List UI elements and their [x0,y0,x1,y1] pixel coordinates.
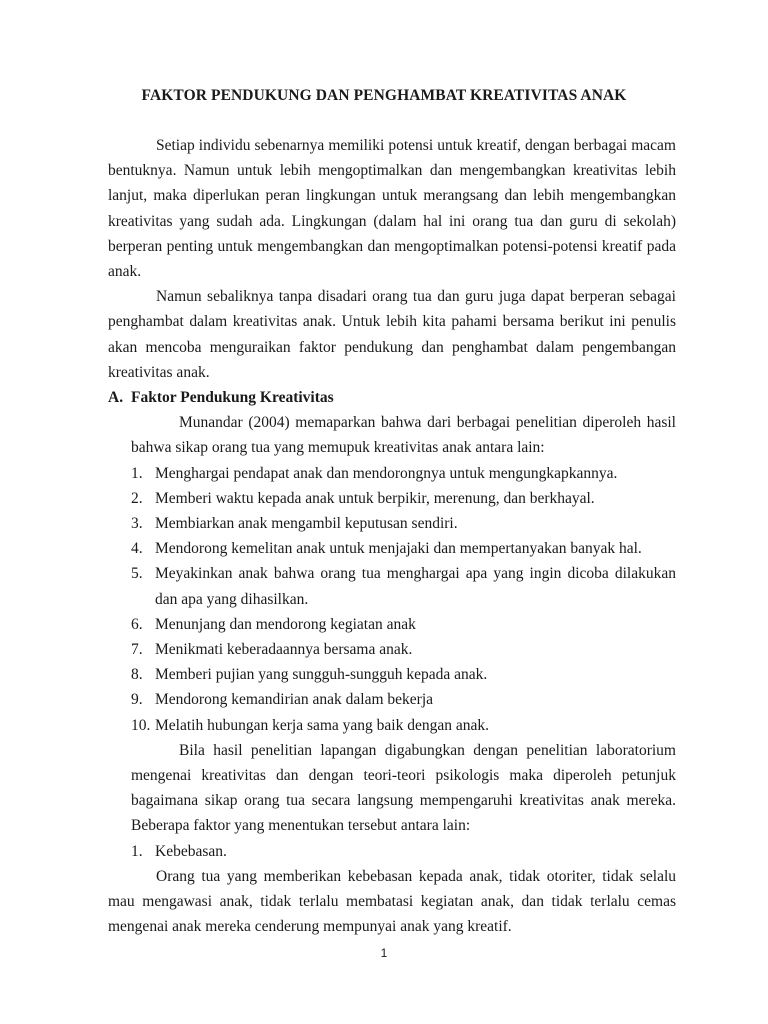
list-item [131,662,676,687]
list-item-number: 1. [131,464,143,482]
section-a-title: Faktor Pendukung Kreativitas [131,389,334,407]
list-item-text: Kebebasan. [155,842,227,860]
list-item-text: Membiarkan anak mengambil keputusan sendiri. [155,515,458,533]
document-body [108,133,676,940]
factor-1-body: Orang tua yang memberikan kebebasan kepada anak, tidak otoriter, tidak selalu mau mengawasi anak, tidak terlalu membatasi kegiatan anak, dan tidak terlalu cemas mengenai anak mereka cenderung mempunyai anak yang kreatif. [108,867,676,936]
list-item [131,461,676,486]
list-item-number: 9. [131,691,143,709]
intro-paragraph-1: Setiap individu sebenarnya memiliki potensi untuk kreatif, dengan berbagai macam bentuknya. Namun untuk lebih mengoptimalkan dan mengembangkan kreativitas lebih lanjut, maka diperlukan peran lingkungan untuk merangsang dan lebih mengembangkan kreativitas yang sudah ada. Lingkungan (dalam hal ini orang tua dan guru di sekolah) berperan penting untuk mengembangkan dan mengoptimalkan potensi-potensi kreatif pada anak. [108,137,676,281]
list-item-number: 4. [131,540,143,558]
list-item-text: Mendorong kemandirian anak dalam bekerja [155,691,434,709]
list-item-number: 6. [131,615,143,633]
list-item [131,511,676,536]
list-item-text: Menunjang dan mendorong kegiatan anak [155,615,416,633]
factors-list [131,839,676,864]
section-a-heading [108,385,676,410]
intro-paragraph-2: Namun sebaliknya tanpa disadari orang tua dan guru juga dapat berperan sebagai penghambat dalam kreativitas anak. Untuk lebih kita pahami bersama berikut ini penulis akan mencoba menguraikan faktor pendukung dan penghambat dalam pengembangan kreativitas anak. [108,288,676,381]
list-item-text: Menikmati keberadaannya bersama anak. [155,641,413,659]
list-item-number: 10. [131,716,151,734]
page-title: FAKTOR PENDUKUNG DAN PENGHAMBAT KREATIVITAS ANAK [141,87,627,104]
list-item [131,713,676,738]
list-item-number: 3. [131,515,143,533]
list-item-number: 2. [131,489,143,507]
list-item [131,839,676,864]
list-item-number: 7. [131,641,143,659]
list-item-text: Mendorong kemelitan anak untuk menjajaki dan mempertanyakan banyak hal. [155,540,642,558]
list-item [131,687,676,712]
section-a-paragraph-2: Bila hasil penelitian lapangan digabungkan dengan penelitian laboratorium mengenai kreativitas dan dengan teori-teori psikologis maka diperoleh petunjuk bagaimana sikap orang tua secara langsung mempengaruhi kreativitas anak mereka. Beberapa faktor yang menentukan tersebut antara lain: [131,741,676,835]
section-a-letter: A. [108,389,124,407]
list-item [131,561,676,611]
list-item-text: Memberi pujian yang sungguh-sungguh kepada anak. [155,666,488,684]
page-number: 1 [380,946,388,960]
list-item-number: 1. [131,842,143,860]
list-item-number: 8. [131,666,143,684]
list-item-text: Melatih hubungan kerja sama yang baik dengan anak. [155,716,489,734]
list-item [131,486,676,511]
section-a-intro: Munandar (2004) memaparkan bahwa dari berbagai penelitian diperoleh hasil bahwa sikap orang tua yang memupuk kreativitas anak antara lain: [131,414,676,457]
list-item-text: Menghargai pendapat anak dan mendorongnya untuk mengungkapkannya. [155,464,618,482]
list-item-number: 5. [131,565,143,583]
list-item [131,536,676,561]
list-item [131,612,676,637]
list-item-text: Memberi waktu kepada anak untuk berpikir, merenung, dan berkhayal. [155,489,595,507]
supporting-attitudes-list [131,461,676,738]
list-item [131,637,676,662]
list-item-text: Meyakinkan anak bahwa orang tua menghargai apa yang ingin dicoba dilakukan dan apa yang dihasilkan. [155,565,676,608]
